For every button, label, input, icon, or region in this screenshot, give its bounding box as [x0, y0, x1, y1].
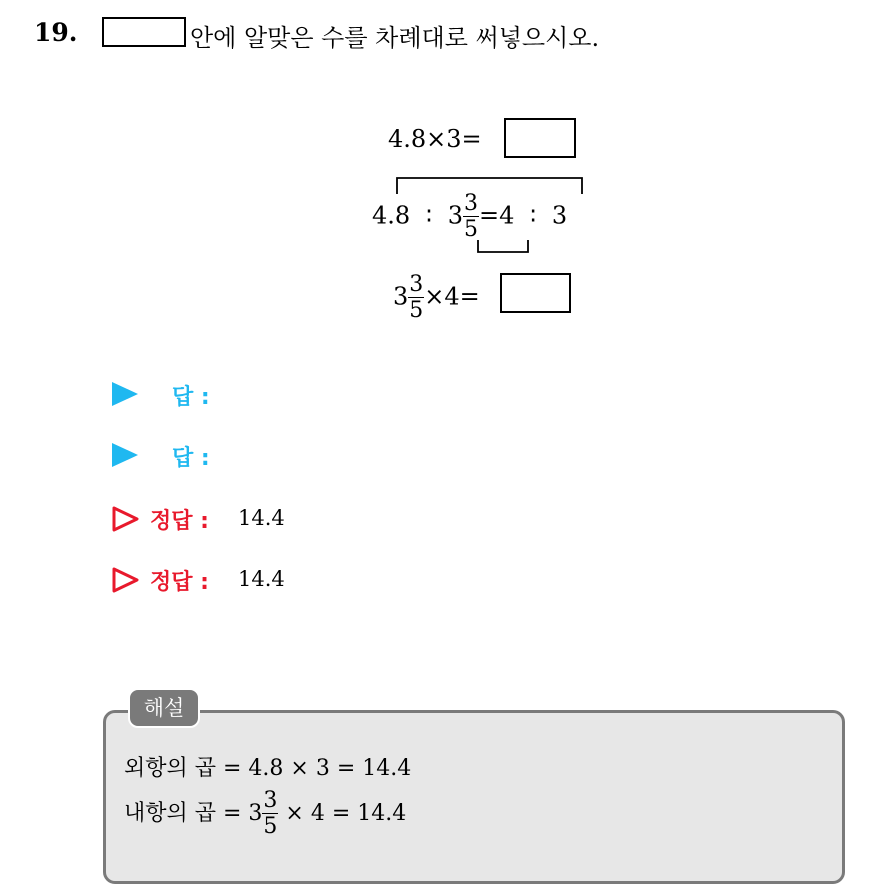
mixed-whole: 3 [393, 282, 409, 311]
term-b-fraction [463, 193, 479, 241]
figure-line-1 [388, 125, 482, 153]
blank-box-icon [102, 17, 186, 47]
correct-value-2: 14.4 [238, 567, 285, 591]
play-triangle-icon [112, 382, 138, 406]
explanation-line-2 [124, 790, 406, 838]
outline-triangle-icon [111, 505, 141, 533]
term-d: 3 [551, 201, 568, 230]
explanation-line-1: 외항의 곱 = 4.8 × 3 = 14.4 [124, 756, 412, 781]
answer-label-1: 답 : [172, 385, 210, 410]
fraction-numerator: 3 [409, 272, 424, 297]
expression-outer: 4.8×3= [388, 125, 482, 153]
answer-label-2: 답 : [172, 446, 210, 471]
answer-blank-2[interactable] [500, 273, 571, 313]
explanation-fraction [262, 790, 278, 838]
answer-blank-1[interactable] [504, 118, 576, 158]
explanation-title: 해설 [128, 688, 200, 728]
fraction-numerator: 3 [463, 191, 478, 216]
term-c: 4 [499, 201, 515, 230]
question-text: 안에 알맞은 수를 차례대로 써넣으시오. [190, 24, 600, 52]
term-a: 4.8 [372, 201, 411, 230]
fraction-denominator: 5 [463, 217, 478, 242]
mixed-fraction [408, 274, 424, 322]
play-triangle-icon [112, 443, 138, 467]
explanation-line-2-suffix: × 4 = 14.4 [285, 801, 407, 826]
colon-2: ∶ [530, 201, 537, 230]
question-number: 19. [34, 18, 78, 47]
outer-bracket-icon [397, 178, 582, 194]
fraction-denominator: 5 [263, 814, 278, 839]
fraction-numerator: 3 [263, 788, 278, 813]
figure-line-2 [372, 193, 567, 241]
explanation-line-2-prefix: 내항의 곱 = 3 [124, 801, 263, 826]
fraction-denominator: 5 [409, 298, 424, 323]
colon-1: ∶ [425, 201, 433, 230]
correct-label-2: 정답 : [150, 570, 209, 595]
outline-triangle-icon [111, 566, 141, 594]
figure-line-3 [393, 274, 480, 322]
term-b-whole: 3 [447, 201, 463, 230]
equals-sign: = [478, 201, 500, 230]
expression-inner: ×4= [424, 282, 480, 311]
inner-bracket-icon [478, 240, 528, 252]
correct-value-1: 14.4 [238, 506, 285, 530]
correct-label-1: 정답 : [150, 509, 209, 534]
